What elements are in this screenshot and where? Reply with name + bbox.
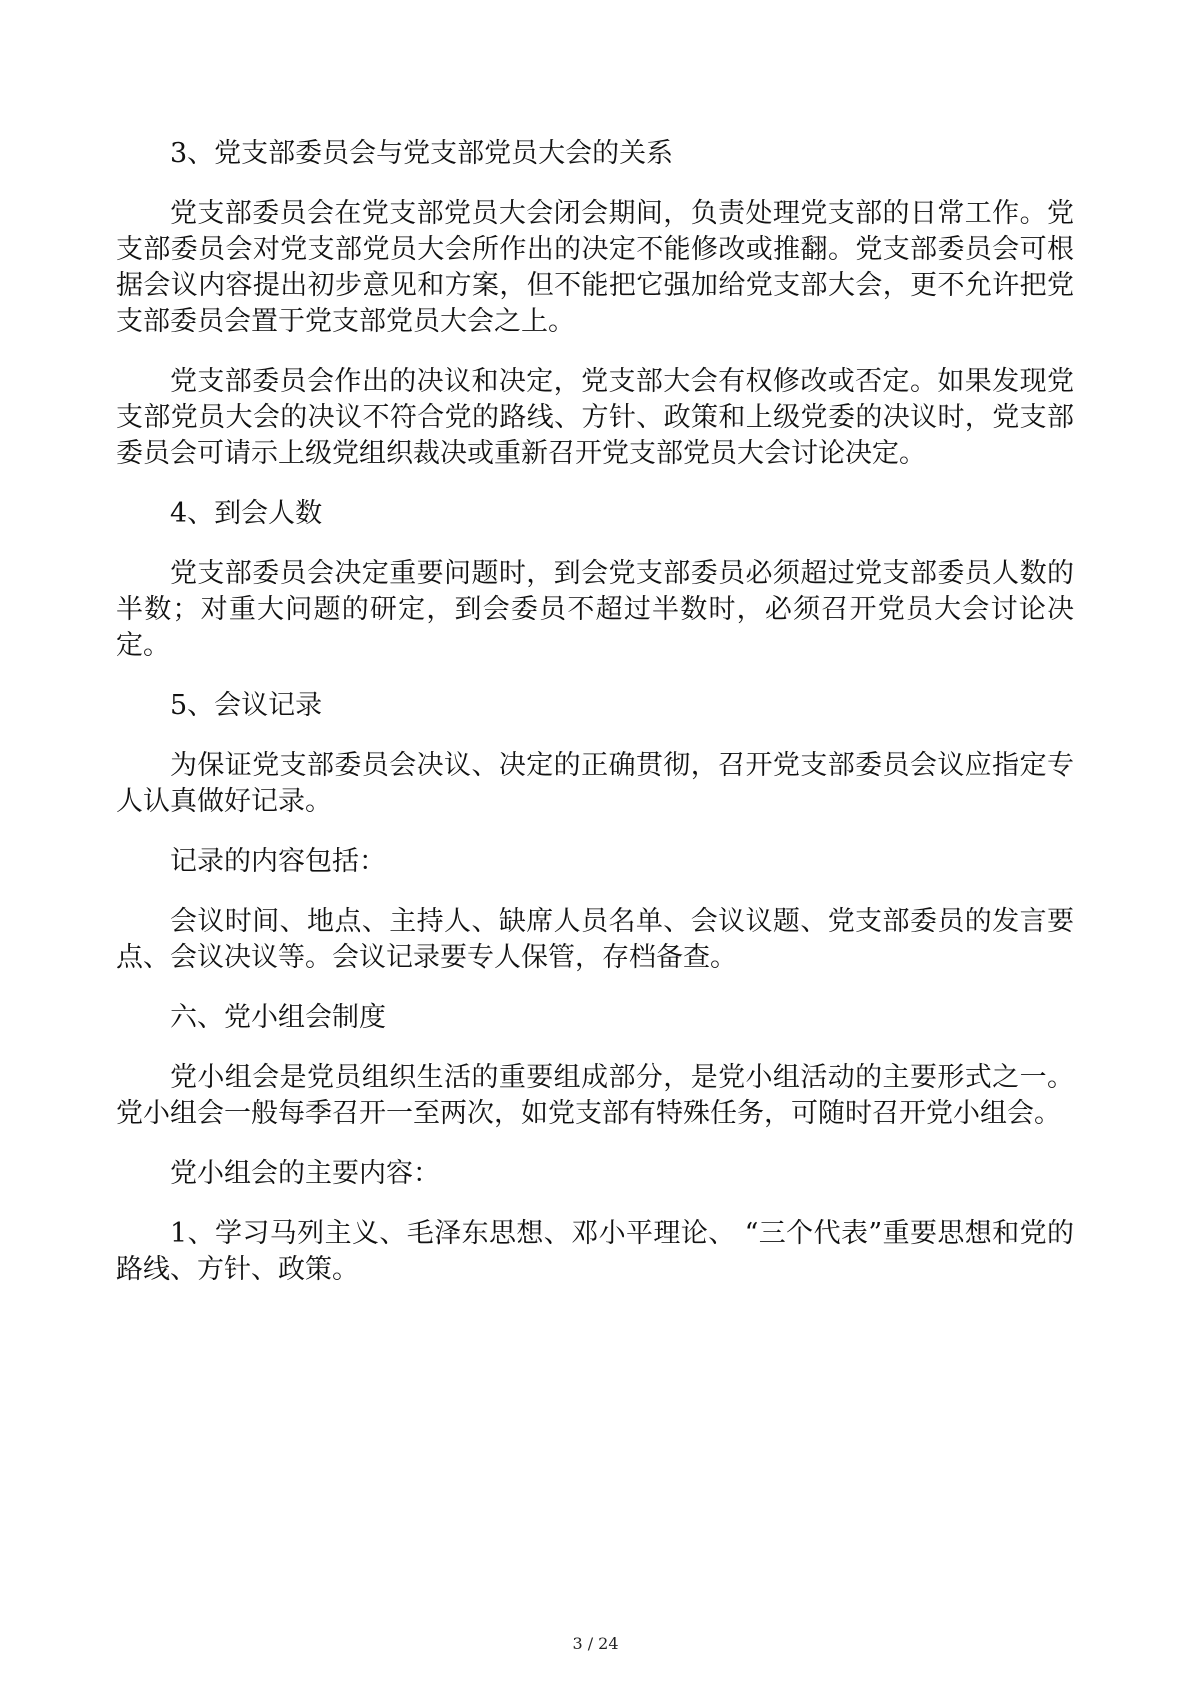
document-body xyxy=(116,136,1074,1312)
section-heading: 3、党支部委员会与党支部党员大会的关系 xyxy=(170,138,674,169)
body-paragraph: 党支部委员会作出的决议和决定，党支部大会有权修改或否定。如果发现党支部党员大会的决议不符合党的路线、方针、政策和上级党委的决议时，党支部委员会可请示上级党组织裁决或重新召开党支部党员大会讨论决定。 xyxy=(116,366,1074,469)
body-paragraph: 党小组会是党员组织生活的重要组成部分，是党小组活动的主要形式之一。党小组会一般每季召开一至两次，如党支部有特殊任务，可随时召开党小组会。 xyxy=(116,1062,1074,1129)
section-heading: 六、党小组会制度 xyxy=(170,1002,386,1033)
subheading: 党小组会的主要内容： xyxy=(170,1158,440,1189)
body-paragraph: 党支部委员会在党支部党员大会闭会期间，负责处理党支部的日常工作。党支部委员会对党支部党员大会所作出的决定不能修改或推翻。党支部委员会可根据会议内容提出初步意见和方案，但不能把它强加给党支部大会，更不允许把党支部委员会置于党支部党员大会之上。 xyxy=(116,198,1074,337)
subheading: 记录的内容包括： xyxy=(170,846,386,877)
section-heading: 5、会议记录 xyxy=(170,690,323,721)
body-paragraph: 党支部委员会决定重要问题时，到会党支部委员必须超过党支部委员人数的半数；对重大问题的研定，到会委员不超过半数时，必须召开党员大会讨论决定。 xyxy=(116,558,1074,661)
page-number: 3 / 24 xyxy=(572,1634,619,1653)
body-paragraph: 为保证党支部委员会决议、决定的正确贯彻，召开党支部委员会议应指定专人认真做好记录。 xyxy=(116,750,1074,817)
section-heading: 4、到会人数 xyxy=(170,498,323,529)
body-paragraph: 会议时间、地点、主持人、缺席人员名单、会议议题、党支部委员的发言要点、会议决议等。会议记录要专人保管，存档备查。 xyxy=(116,906,1074,973)
body-paragraph: 1、学习马列主义、毛泽东思想、邓小平理论、 “三个代表”重要思想和党的路线、方针、政策。 xyxy=(116,1218,1074,1285)
